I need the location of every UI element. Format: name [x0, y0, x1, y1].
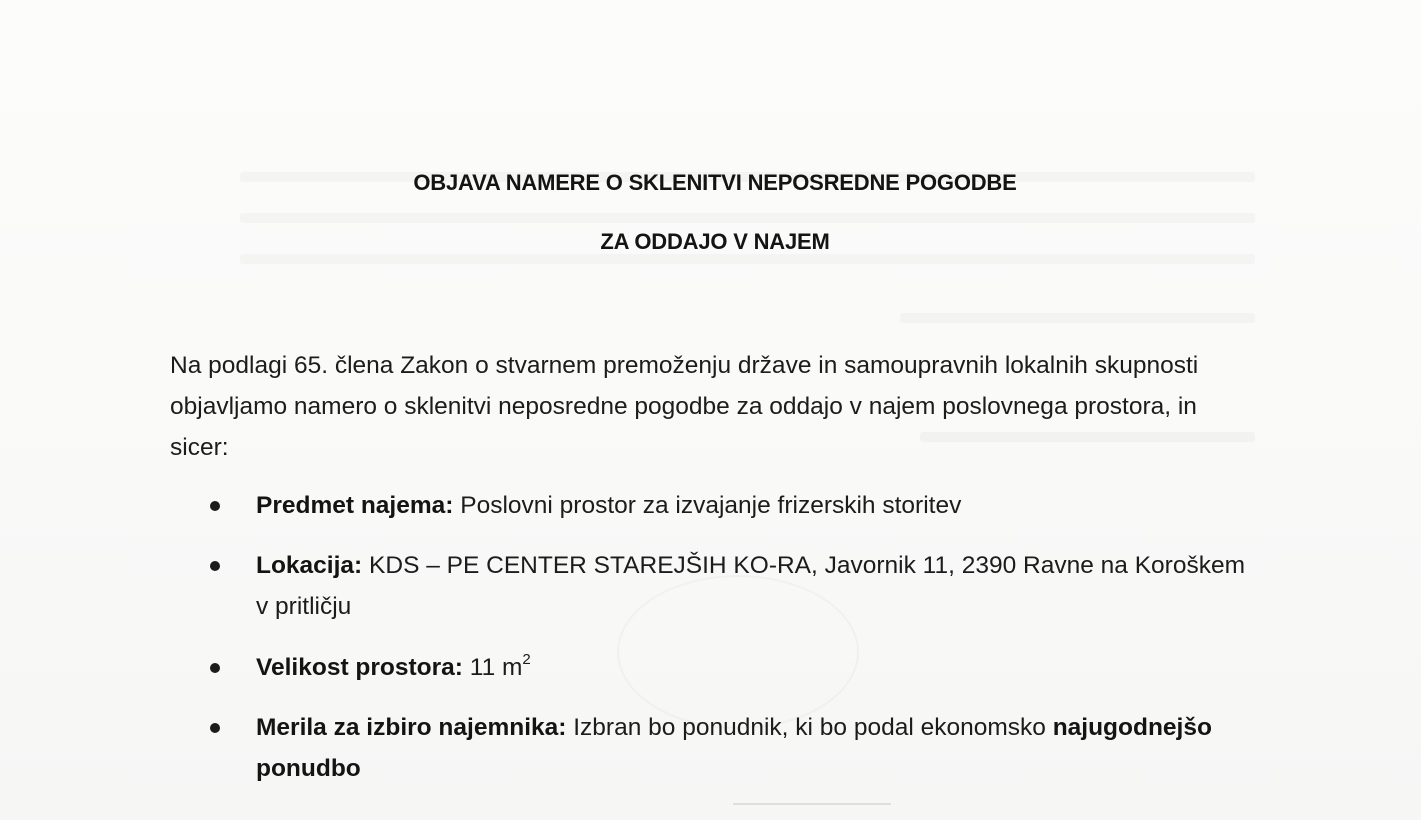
document-title-line-2: ZA ODDAJO V NAJEM — [600, 229, 830, 254]
list-item-text — [256, 545, 1256, 627]
list-item-text — [256, 647, 1256, 688]
item-value: KDS – PE CENTER STAREJŠIH KO-RA, Javornik 11, 2390 Ravne na Koroškem v pritličju — [256, 552, 1246, 620]
show-through-mark — [240, 213, 1255, 223]
intro-paragraph: Na podlagi 65. člena Zakon o stvarnem premoženju države in samoupravnih lokalnih skupnosti objavljamo namero o sklenitvi neposredne pogodbe za oddajo v najem poslovnega prostora, in sicer: — [170, 352, 1199, 461]
list-item-text — [256, 485, 1256, 526]
item-value: 11 m — [469, 654, 523, 681]
item-label: Predmet najema: — [256, 492, 454, 519]
item-superscript: 2 — [522, 650, 531, 668]
show-through-mark — [240, 254, 1255, 264]
footer-line — [733, 803, 891, 805]
document-title-line-1: OBJAVA NAMERE O SKLENITVI NEPOSREDNE POGODBE — [413, 170, 1017, 195]
bullet-icon — [210, 561, 220, 571]
list-item-text — [256, 707, 1256, 789]
item-value: Izbran bo ponudnik, ki bo podal ekonomsko — [573, 714, 1046, 741]
bullet-icon — [210, 501, 220, 511]
item-label: Velikost prostora: — [256, 654, 463, 681]
item-value-bold: najugodnejšo ponudbo — [256, 714, 1212, 782]
bullet-icon — [210, 723, 220, 733]
show-through-mark — [900, 313, 1255, 323]
item-value: Poslovni prostor za izvajanje frizerskih storitev — [460, 492, 962, 519]
item-label: Lokacija: — [256, 552, 363, 579]
bullet-icon — [210, 663, 220, 673]
item-label: Merila za izbiro najemnika: — [256, 714, 567, 741]
